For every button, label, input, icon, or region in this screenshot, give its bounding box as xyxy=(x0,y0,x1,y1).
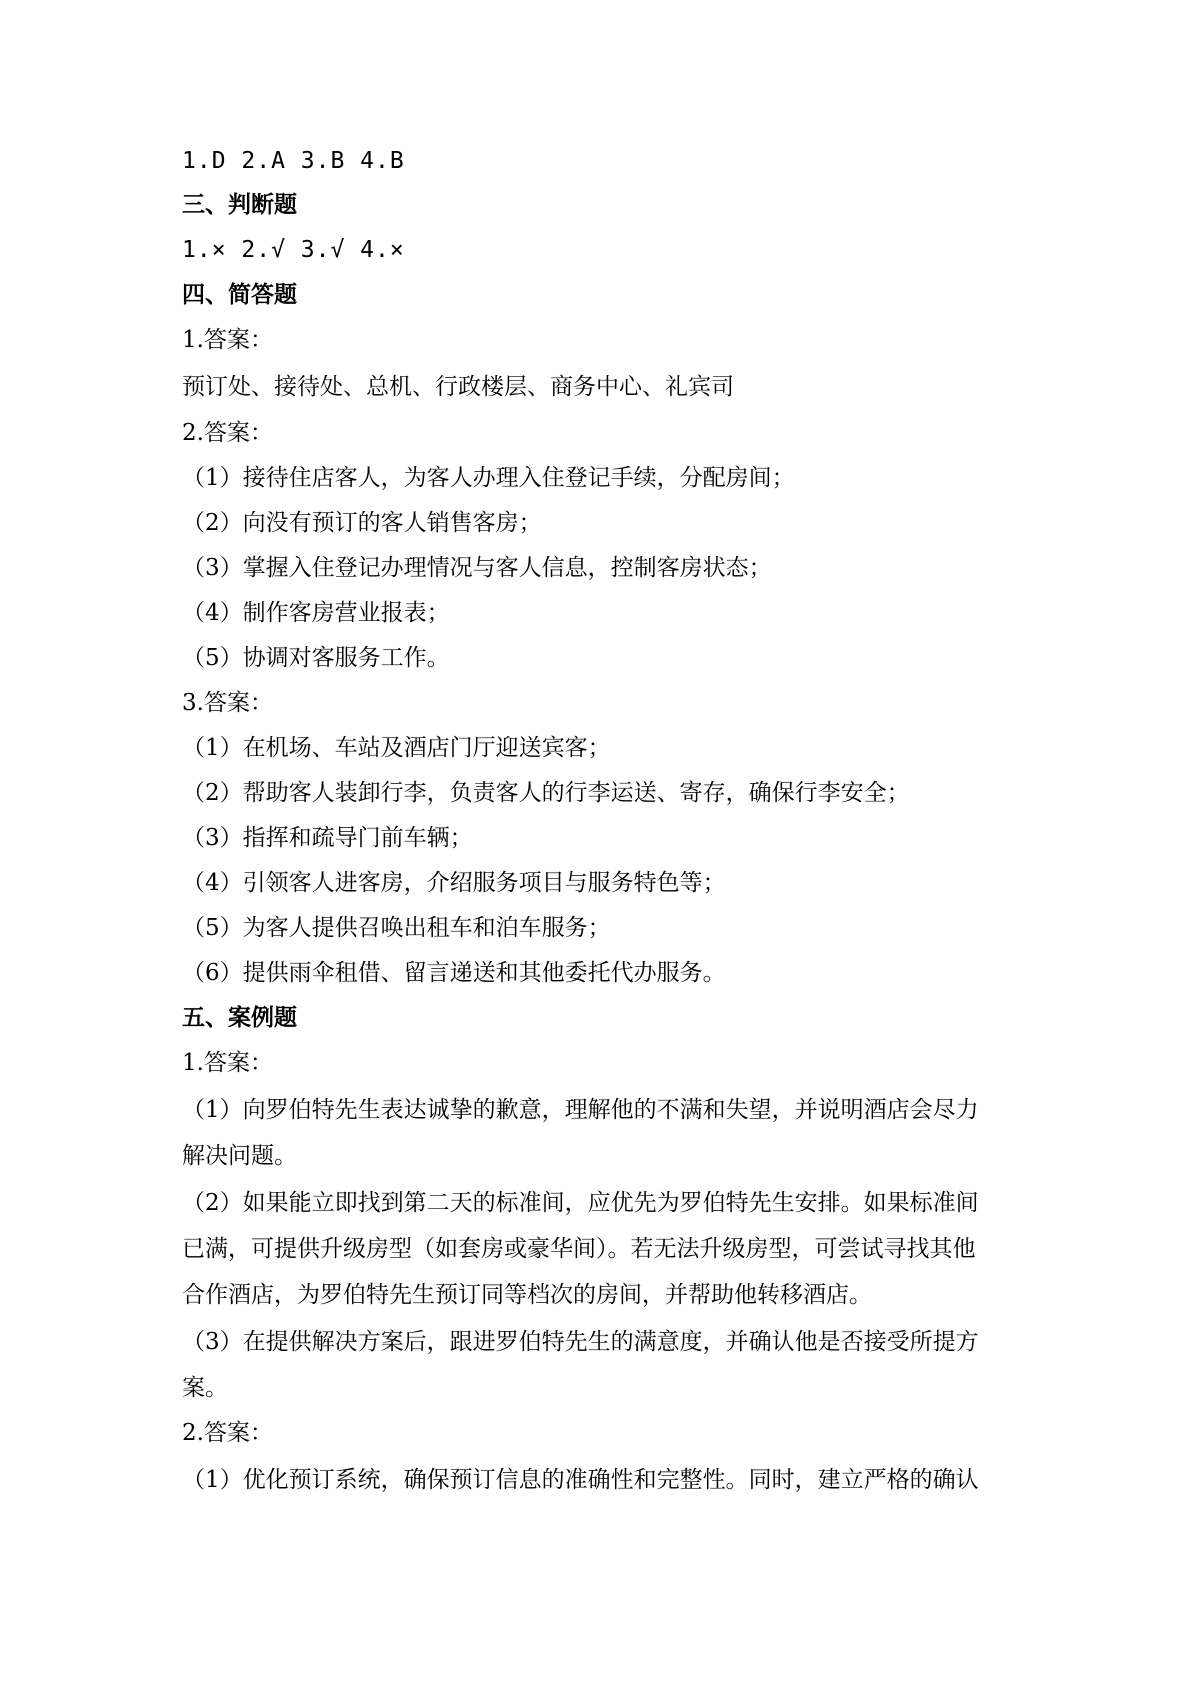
section-5-title: 五、案例题 xyxy=(182,1005,297,1031)
answer-line: （1）在机场、车站及酒店门厅迎送宾客； xyxy=(182,735,611,761)
answer-line: 合作酒店，为罗伯特先生预订同等档次的房间，并帮助他转移酒店。 xyxy=(182,1282,872,1308)
question-5-1-label: 1.答案： xyxy=(182,1050,273,1076)
answer-line: （6）提供雨伞租借、留言递送和其他委托代办服务。 xyxy=(182,960,726,986)
answer-line: （1）向罗伯特先生表达诚挚的歉意，理解他的不满和失望，并说明酒店会尽力 xyxy=(182,1097,979,1123)
answer-line: 解决问题。 xyxy=(182,1143,297,1169)
answer-line: （2）向没有预订的客人销售客房； xyxy=(182,510,542,536)
answer-line: （1）优化预订系统，确保预订信息的准确性和完整性。同时，建立严格的确认 xyxy=(182,1467,979,1493)
question-4-1-label: 1.答案： xyxy=(182,327,273,353)
answer-line: （2）如果能立即找到第二天的标准间，应优先为罗伯特先生安排。如果标准间 xyxy=(182,1190,979,1216)
question-4-3-label: 3.答案： xyxy=(182,690,273,716)
multiple-choice-answers: 1.D 2.A 3.B 4.B xyxy=(182,148,405,174)
answer-line: （3）掌握入住登记办理情况与客人信息，控制客房状态； xyxy=(182,555,772,581)
section-3-title: 三、判断题 xyxy=(182,192,297,218)
true-false-answers: 1.× 2.√ 3.√ 4.× xyxy=(182,237,405,263)
answer-line: （2）帮助客人装卸行李，负责客人的行李运送、寄存，确保行李安全； xyxy=(182,780,910,806)
answer-line: （5）协调对客服务工作。 xyxy=(182,645,450,671)
question-4-2-label: 2.答案： xyxy=(182,420,273,446)
answer-line: 预订处、接待处、总机、行政楼层、商务中心、礼宾司 xyxy=(182,374,734,400)
answer-line: （5）为客人提供召唤出租车和泊车服务； xyxy=(182,915,611,941)
answer-line: 案。 xyxy=(182,1375,228,1401)
section-4-title: 四、简答题 xyxy=(182,282,297,308)
answer-line: （1）接待住店客人，为客人办理入住登记手续，分配房间； xyxy=(182,465,795,491)
answer-line: （3）在提供解决方案后，跟进罗伯特先生的满意度，并确认他是否接受所提方 xyxy=(182,1329,979,1355)
answer-line: （4）制作客房营业报表； xyxy=(182,600,450,626)
question-5-2-label: 2.答案： xyxy=(182,1420,273,1446)
answer-line: （3）指挥和疏导门前车辆； xyxy=(182,825,473,851)
answer-line: （4）引领客人进客房，介绍服务项目与服务特色等； xyxy=(182,870,726,896)
answer-line: 已满，可提供升级房型（如套房或豪华间）。若无法升级房型，可尝试寻找其他 xyxy=(182,1236,976,1262)
